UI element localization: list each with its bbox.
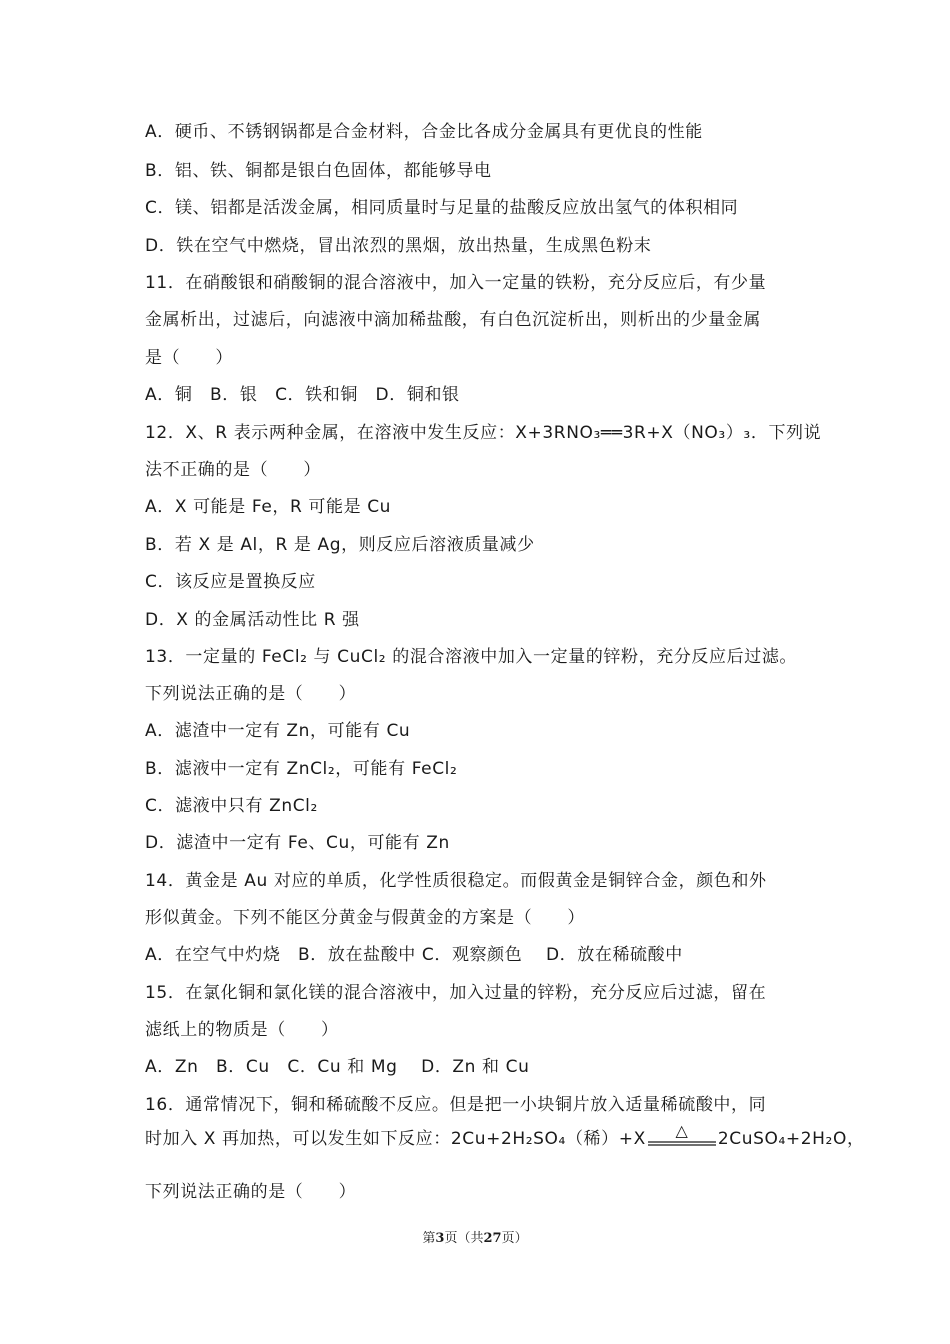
footer-prefix: 第: [422, 1231, 436, 1246]
equation-line: [145, 1122, 865, 1150]
text-line: 14．黄金是 Au 对应的单质，化学性质很稳定。而假黄金是铜锌合金，颜色和外: [145, 871, 767, 891]
text-line: C．镁、铝都是活泼金属，相同质量时与足量的盐酸反应放出氢气的体积相同: [145, 198, 739, 218]
text-line: 是（ ）: [145, 348, 233, 368]
text-line: C．该反应是置换反应: [145, 572, 316, 592]
equation-reactants: 时加入 X 再加热，可以发生如下反应：2Cu+2H₂SO₄（稀）+X: [145, 1129, 646, 1149]
text-line: B．铝、铁、铜都是银白色固体，都能够导电: [145, 161, 492, 181]
page-footer: [0, 1230, 950, 1248]
text-line: A．铜 B．银 C．铁和铜 D．铜和银: [145, 385, 460, 405]
text-line: 16．通常情况下，铜和稀硫酸不反应。但是把一小块铜片放入适量稀硫酸中，同: [145, 1095, 767, 1115]
text-line: 13．一定量的 FeCl₂ 与 CuCl₂ 的混合溶液中加入一定量的锌粉，充分反应后过滤。: [145, 647, 798, 667]
text-line: D．X 的金属活动性比 R 强: [145, 610, 360, 630]
question-16-prompt: 下列说法正确的是（ ）: [145, 1182, 357, 1202]
heat-condition-icon: [646, 1122, 718, 1156]
text-line: C．滤液中只有 ZnCl₂: [145, 796, 318, 816]
text-line: A．硬币、不锈钢锅都是合金材料，合金比各成分金属具有更优良的性能: [145, 122, 703, 142]
text-line: 12．X、R 表示两种金属，在溶液中发生反应：X+3RNO₃══3R+X（NO₃）₃．下列说: [145, 423, 822, 443]
text-line: B．若 X 是 Al，R 是 Ag，则反应后溶液质量减少: [145, 535, 535, 555]
text-line: 形似黄金。下列不能区分黄金与假黄金的方案是（ ）: [145, 908, 585, 928]
text-line: A．X 可能是 Fe，R 可能是 Cu: [145, 497, 392, 517]
text-line: A．Zn B．Cu C．Cu 和 Mg D．Zn 和 Cu: [145, 1057, 530, 1077]
reaction-condition: [646, 1122, 718, 1150]
footer-page-number: 3: [435, 1231, 445, 1246]
text-line: 滤纸上的物质是（ ）: [145, 1020, 339, 1040]
text-line: D．铁在空气中燃烧，冒出浓烈的黑烟，放出热量，生成黑色粉末: [145, 236, 652, 256]
equation-products: 2CuSO₄+2H₂O，: [717, 1129, 865, 1149]
text-line: B．滤液中一定有 ZnCl₂，可能有 FeCl₂: [145, 759, 458, 779]
text-line: D．滤渣中一定有 Fe、Cu，可能有 Zn: [145, 833, 450, 853]
text-line: A．在空气中灼烧 B．放在盐酸中 C．观察颜色 D．放在稀硫酸中: [145, 945, 683, 965]
text-line: 金属析出，过滤后，向滤液中滴加稀盐酸，有白色沉淀析出，则析出的少量金属: [145, 310, 761, 330]
text-line: 下列说法正确的是（ ）: [145, 684, 357, 704]
text-line: A．滤渣中一定有 Zn，可能有 Cu: [145, 721, 411, 741]
condition-symbol: △: [675, 1122, 689, 1140]
footer-suffix: 页）: [501, 1231, 528, 1246]
text-line: 法不正确的是（ ）: [145, 460, 321, 480]
text-line: 11．在硝酸银和硝酸铜的混合溶液中，加入一定量的铁粉，充分反应后，有少量: [145, 273, 767, 293]
text-line: 15．在氯化铜和氯化镁的混合溶液中，加入过量的锌粉，充分反应后过滤，留在: [145, 983, 767, 1003]
footer-middle: 页（共: [444, 1231, 484, 1246]
footer-total-pages: 27: [483, 1231, 502, 1246]
